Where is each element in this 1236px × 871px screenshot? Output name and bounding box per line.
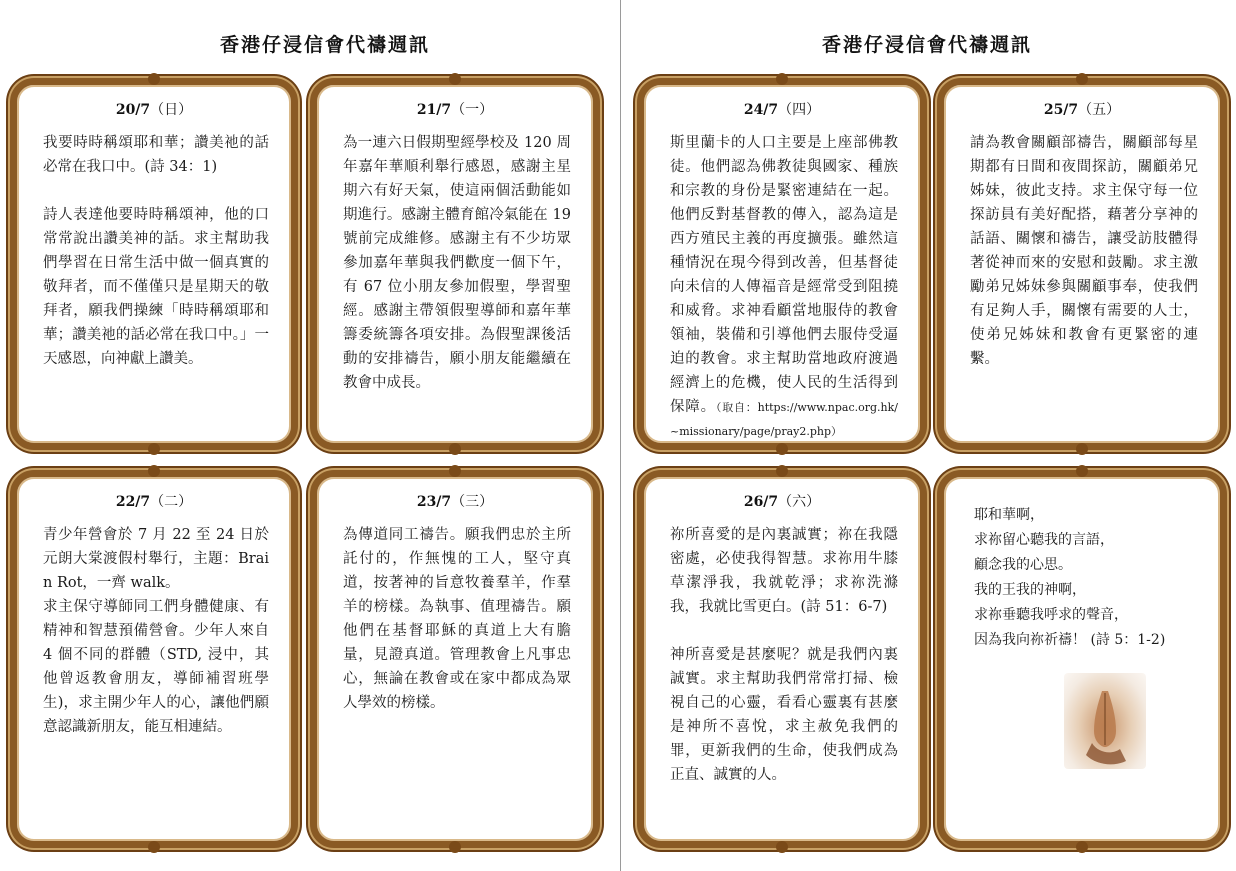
date-text: 23/7 <box>416 494 452 510</box>
right-page-title: 香港仔浸信會代禱週訊 <box>821 34 1032 56</box>
card-text <box>670 131 898 443</box>
card-date <box>317 491 593 511</box>
prayer-card-24-7 <box>637 78 927 450</box>
card-date <box>644 99 920 119</box>
card-text: 我要時時稱頌耶和華；讚美祂的話必常在我口中。(詩 34：1) 詩人表達他要時時稱頌神，他的口常常說出讚美神的話。求主幫助我們學習在日常生活中做一個真實的敬拜者，而不僅僅只是星期天的敬拜者，願我們操練「時時稱頌耶和華；讚美祂的話必常在我口中。」一天感恩，向神獻上讚美。 <box>43 135 269 367</box>
prayer-card-psalm <box>937 470 1227 848</box>
card-text-main: 斯里蘭卡的人口主要是上座部佛教徒。他們認為佛教徒與國家、種族和宗教的身份是緊密連結在一起。他們反對基督教的傳入，認為這是西方殖民主義的再度擴張。雖然這種情況在現今得到改善，但基督徒向未信的人傳福音是經常受到阻撓和威脅。求神看顧當地服侍的教會領袖，裝備和引導他們去服侍受逼迫的教會。求主幫助當地政府渡過經濟上的危機，使人民的生活得到保障。 <box>670 135 898 415</box>
day-text: （六） <box>778 494 821 510</box>
card-date <box>944 99 1220 119</box>
prayer-card-26-7 <box>637 470 927 848</box>
card-text: 祢所喜愛的是內裏誠實；祢在我隱密處，必使我得智慧。求祢用牛膝草潔淨我，我就乾淨；求祢洗滌我，我就比雪更白。(詩 51：6-7) 神所喜愛是甚麼呢？就是我們內裏誠實。求主幫助我們常常打掃、檢視自己的心靈，看看心靈裏有甚麼是神所不喜悅，求主赦免我們的罪，更新我們的生命，使我們成為正直、誠實的人。 <box>670 527 898 783</box>
card-date <box>317 99 593 119</box>
card-date <box>17 99 291 119</box>
date-text: 22/7 <box>115 494 151 510</box>
date-text: 21/7 <box>416 102 452 118</box>
psalm-poem: 耶和華啊， 求祢留心聽我的言語， 顧念我的心思。 我的王我的神啊， 求祢垂聽我呼求的聲音， 因為我向祢祈禱！ (詩 5：1-2) <box>974 507 1166 648</box>
left-page-title: 香港仔浸信會代禱週訊 <box>219 34 430 56</box>
day-text: （二） <box>150 494 193 510</box>
day-text: （五） <box>1078 102 1121 118</box>
praying-hands-image <box>1064 673 1146 769</box>
date-text: 26/7 <box>743 494 779 510</box>
date-text: 20/7 <box>115 102 151 118</box>
day-text: （三） <box>451 494 494 510</box>
page-divider <box>620 0 621 871</box>
praying-hands-icon <box>1064 673 1146 769</box>
card-text: 為一連六日假期聖經學校及 120 周年嘉年華順利舉行感恩，感謝主星期六有好天氣，使這兩個活動能如期進行。感謝主體育館冷氣能在 19 號前完成維修。感謝主有不少坊眾參加嘉年華與我們歡度一個下午，有 67 位小朋友參加假聖，學習聖經。感謝主帶領假聖導師和嘉年華籌委統籌各項安排。為假聖課後活動的安排禱告，願小朋友能繼續在教會中成長。 <box>343 135 571 391</box>
card-date <box>644 491 920 511</box>
prayer-card-21-7 <box>310 78 600 450</box>
prayer-card-22-7 <box>10 470 298 848</box>
source-citation: （取自：https://www.npac.org.hk/~missionary/page/pray2.php） <box>670 401 898 438</box>
day-text: （日） <box>150 102 193 118</box>
date-text: 24/7 <box>743 102 779 118</box>
card-text: 請為教會關顧部禱告，關顧部每星期都有日間和夜間探訪，關顧弟兄姊妹，彼此支持。求主保守每一位探訪員有美好配搭，藉著分享神的話語、關懷和禱告，讓受訪肢體得著從神而來的安慰和鼓勵。求主激勵弟兄姊妹參與關顧事奉，使我們有足夠人手，關懷有需要的人士，使弟兄姊妹和教會有更緊密的連繫。 <box>970 135 1198 367</box>
prayer-card-25-7 <box>937 78 1227 450</box>
prayer-card-23-7 <box>310 470 600 848</box>
day-text: （四） <box>778 102 821 118</box>
card-text: 青少年營會於 7 月 22 至 24 日於元朗大棠渡假村舉行，主題：Brain Rot，一齊 walk。 求主保守導師同工們身體健康、有精神和智慧預備營會。少年人來自 4 個不同的群體（STD, 浸中，其他曾返教會朋友，導師補習班學生)，求主開少年人的心，讓他們願意認識新朋友，能互相連結。 <box>43 527 269 735</box>
day-text: （一） <box>451 102 494 118</box>
card-date <box>17 491 291 511</box>
prayer-card-20-7 <box>10 78 298 450</box>
date-text: 25/7 <box>1043 102 1079 118</box>
card-text: 為傳道同工禱告。願我們忠於主所託付的，作無愧的工人，堅守真道，按著神的旨意牧養羣羊，作羣羊的榜樣。為執事、值理禱告。願他們在基督耶穌的真道上大有膽量，見證真道。管理教會上凡事忠心，無論在教會或在家中都成為眾人學效的榜樣。 <box>343 527 571 711</box>
